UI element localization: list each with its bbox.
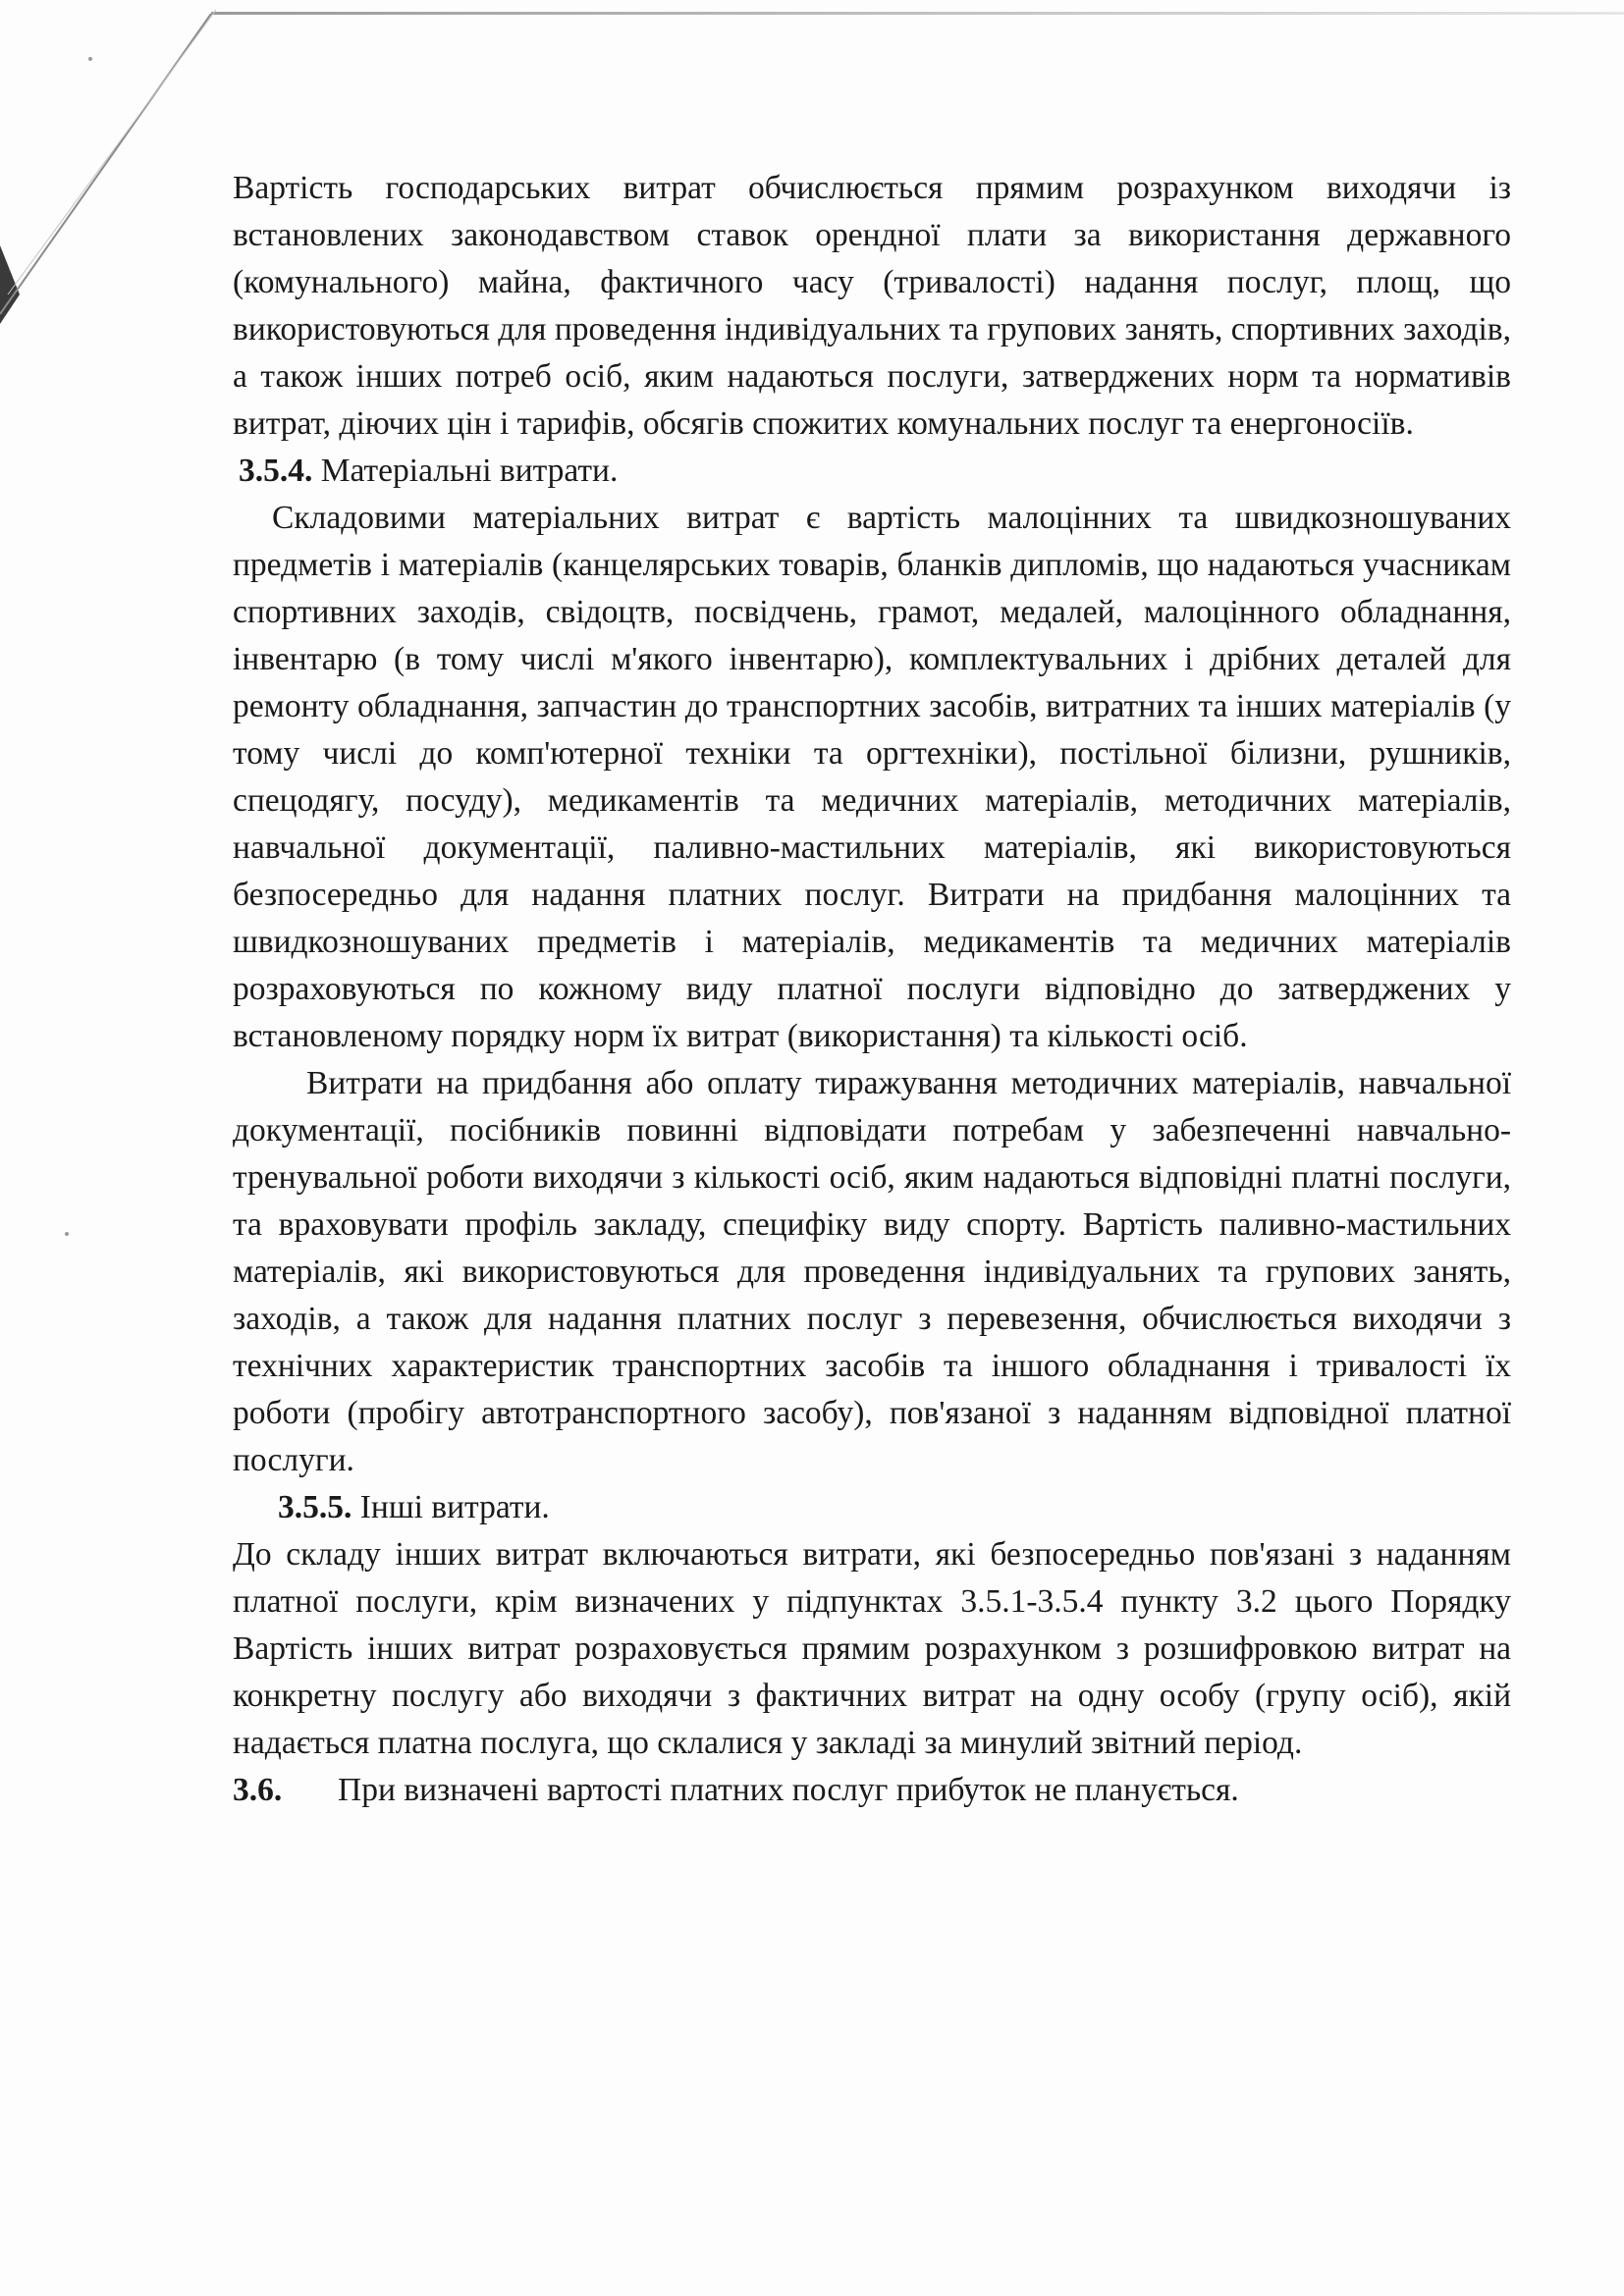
section-number: 3.5.4. [239,453,313,489]
section-number: 3.5.5. [278,1489,352,1525]
scan-fold-shadow [0,0,226,324]
paragraph-other-costs: До складу інших витрат включаються витрати, які безпосередньо пов'язані з наданням платної послуги, крім визначених у підпунктах 3.5.1-3.5.4 пункту 3.2 цього Порядку Вартість інших витрат розраховується прямим розрахунком з розшифровкою витрат на конкретну послугу або виходячи з фактичних витрат на одну особу (групу осіб), якій надається платна послуга, що склалися у закладі за минулий звітний період. [233,1536,1511,1761]
section-heading-3-5-5 [233,1484,1511,1531]
section-number: 3.6. [233,1772,283,1808]
scan-speck [88,57,92,61]
scan-speck [65,1232,69,1236]
section-heading-3-5-4 [233,448,1511,495]
section-text: При визначені вартості платних послуг прибуток не планується. [338,1772,1239,1808]
document-body [233,165,1511,1814]
paragraph-methodical-materials: Витрати на придбання або оплату тиражування методичних матеріалів, навчальної документації, посібників повинні відповідати потребам у забезпеченні навчально-тренувальної роботи виходячи з кількості осіб, яким надаються відповідні платні послуги, та враховувати профіль закладу, специфіку виду спорту. Вартість паливно-мастильних матеріалів, які використовуються для проведення індивідуальних та групових занять, заходів, а також для надання платних послуг з перевезення, обчислюється виходячи з технічних характеристик транспортних засобів та іншого обладнання і тривалості їх роботи (пробігу автотранспортного засобу), пов'язаної з наданням відповідної платної послуги. [233,1065,1511,1478]
section-3-6 [233,1767,1511,1814]
paragraph-household-costs: Вартість господарських витрат обчислюється прямим розрахунком виходячи із встановлених законодавством ставок орендної плати за використання державного (комунального) майна, фактичного часу (тривалості) надання послуг, площ, що використовуються для проведення індивідуальних та групових занять, спортивних заходів, а також інших потреб осіб, яким надаються послуги, затверджених норм та нормативів витрат, діючих цін і тарифів, обсягів спожитих комунальних послуг та енергоносіїв. [233,170,1511,442]
section-title: Матеріальні витрати. [312,453,619,489]
scan-edge-line [211,12,1624,15]
paragraph-material-costs: Складовими матеріальних витрат є вартість малоцінних та швидкозношуваних предметів і матеріалів (канцелярських товарів, бланків дипломів, що надаються учасникам спортивних заходів, свідоцтв, посвідчень, грамот, медалей, малоцінного обладнання, інвентарю (в тому числі м'якого інвентарю), комплектувальних і дрібних деталей для ремонту обладнання, запчастин до транспортних засобів, витратних та інших матеріалів (у тому числі до комп'ютерної техніки та оргтехніки), постільної білизни, рушників, спецодягу, посуду), медикаментів та медичних матеріалів, методичних матеріалів, навчальної документації, паливно-мастильних матеріалів, які використовуються безпосередньо для надання платних послуг. Витрати на придбання малоцінних та швидкозношуваних предметів і матеріалів, медикаментів та медичних матеріалів розраховуються по кожному виду платної послуги відповідно до затверджених у встановленому порядку норм їх витрат (використання) та кількості осіб. [233,500,1511,1054]
section-title: Інші витрати. [352,1489,550,1525]
